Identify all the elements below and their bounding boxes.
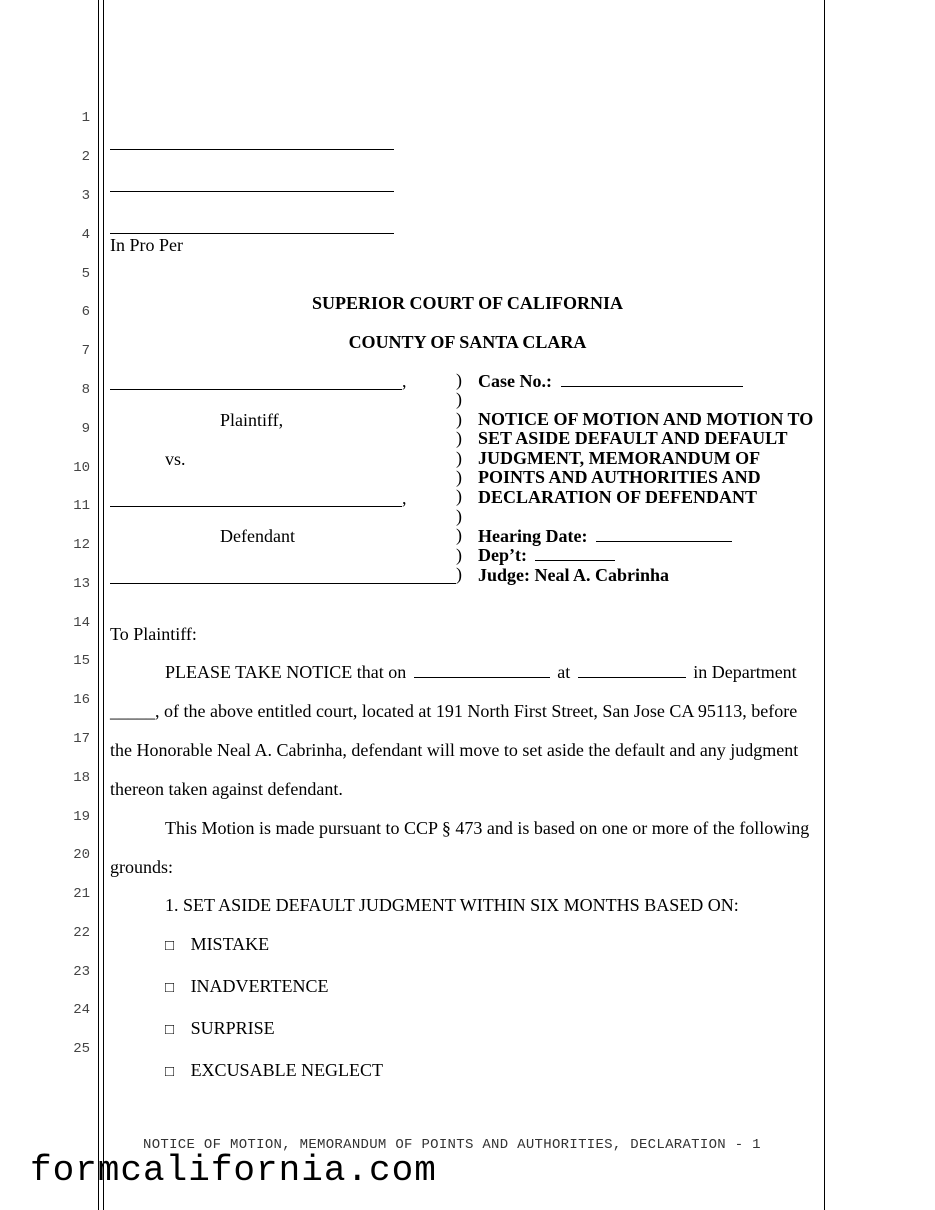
dept-label: Dep’t:	[478, 545, 527, 565]
caption-bottom-rule	[110, 583, 456, 584]
plaintiff-comma: ,	[402, 371, 407, 391]
hearing-date-label: Hearing Date:	[478, 526, 588, 546]
line-number: 7	[81, 343, 90, 359]
line-number: 1	[81, 110, 90, 126]
hearing-date-body-blank[interactable]	[414, 663, 550, 678]
notice-line-1	[165, 662, 797, 682]
notice-line-3: the Honorable Neal A. Cabrinha, defendant will move to set aside the default and any judgment	[110, 740, 799, 760]
line-number: 8	[81, 382, 90, 398]
name-blank-line[interactable]	[110, 149, 394, 150]
left-margin-line-inner	[103, 0, 104, 1210]
address-blank-line[interactable]	[110, 191, 394, 192]
case-number-field	[478, 371, 743, 391]
line-number: 13	[73, 576, 90, 592]
line-number: 22	[73, 925, 90, 941]
motion-title-line: JUDGMENT, MEMORANDUM OF	[478, 447, 761, 468]
caption-parentheses: ) ) ) ) ) ) ) ) ) ) )	[456, 370, 462, 585]
line-number: 11	[73, 498, 90, 514]
line-number: 15	[73, 653, 90, 669]
left-margin-line-outer	[98, 0, 99, 1210]
line-number: 21	[73, 886, 90, 902]
checkbox-icon[interactable]: □	[165, 1064, 175, 1080]
checkbox-icon[interactable]: □	[165, 980, 175, 996]
option-label: SURPRISE	[190, 1018, 275, 1038]
line-number: 23	[73, 964, 90, 980]
motion-title-line: POINTS AND AUTHORITIES AND	[478, 467, 761, 488]
option-label: EXCUSABLE NEGLECT	[190, 1060, 384, 1080]
motion-title-line: DECLARATION OF DEFENDANT	[478, 486, 758, 507]
option-label: INADVERTENCE	[190, 976, 329, 996]
line-number: 16	[73, 692, 90, 708]
notice-line-2: _____, of the above entitled court, located at 191 North First Street, San Jose CA 95113, before	[110, 701, 798, 721]
option-mistake[interactable]	[165, 934, 269, 956]
line-number: 5	[81, 266, 90, 282]
line-number: 10	[73, 460, 90, 476]
line-number: 19	[73, 809, 90, 825]
line-number: 24	[73, 1002, 90, 1018]
plaintiff-label: Plaintiff,	[220, 410, 284, 430]
plaintiff-name-blank[interactable]	[110, 389, 402, 390]
defendant-label: Defendant	[220, 526, 295, 546]
line-number: 14	[73, 615, 90, 631]
line-number: 18	[73, 770, 90, 786]
motion-title	[478, 410, 813, 507]
salutation: To Plaintiff:	[110, 624, 197, 644]
option-excusable-neglect[interactable]	[165, 1060, 383, 1082]
checkbox-icon[interactable]: □	[165, 1022, 175, 1038]
grounds-line-2: grounds:	[110, 857, 173, 877]
option-label: MISTAKE	[190, 934, 270, 954]
line-number: 20	[73, 847, 90, 863]
court-title: SUPERIOR COURT OF CALIFORNIA	[312, 293, 623, 313]
line-number: 3	[81, 188, 90, 204]
hearing-time-blank[interactable]	[578, 663, 686, 678]
case-number-blank[interactable]	[561, 372, 743, 387]
hearing-date-blank[interactable]	[596, 527, 732, 542]
watermark: formcalifornia.com	[30, 1150, 437, 1191]
county-title: COUNTY OF SANTA CLARA	[348, 332, 587, 352]
in-pro-per-label: In Pro Per	[110, 235, 183, 255]
motion-title-line: SET ASIDE DEFAULT AND DEFAULT	[478, 428, 788, 449]
line-number: 9	[81, 421, 90, 437]
right-margin-line	[824, 0, 825, 1210]
case-number-label: Case No.:	[478, 371, 552, 391]
line-number: 2	[81, 149, 90, 165]
notice-line-4: thereon taken against defendant.	[110, 779, 343, 799]
line-number: 6	[81, 304, 90, 320]
grounds-line-1: This Motion is made pursuant to CCP § 473 and is based on one or more of the following	[165, 818, 810, 838]
line-number: 17	[73, 731, 90, 747]
notice-dept: in Department	[693, 662, 797, 682]
page-footer: NOTICE OF MOTION, MEMORANDUM OF POINTS AND AUTHORITIES, DECLARATION - 1	[143, 1137, 761, 1153]
judge-name: Judge: Neal A. Cabrinha	[478, 565, 670, 585]
defendant-comma: ,	[402, 488, 407, 508]
line-number: 4	[81, 227, 90, 243]
hearing-date-field	[478, 526, 732, 546]
phone-blank-line[interactable]	[110, 233, 394, 234]
checkbox-icon[interactable]: □	[165, 938, 175, 954]
option-inadvertence[interactable]	[165, 976, 328, 998]
option-surprise[interactable]	[165, 1018, 275, 1040]
line-number: 12	[73, 537, 90, 553]
dept-blank[interactable]	[535, 546, 615, 561]
notice-text: PLEASE TAKE NOTICE that on	[165, 662, 407, 682]
line-number: 25	[73, 1041, 90, 1057]
notice-at: at	[557, 662, 571, 682]
defendant-name-blank[interactable]	[110, 506, 402, 507]
item-1-heading: 1. SET ASIDE DEFAULT JUDGMENT WITHIN SIX MONTHS BASED ON:	[165, 895, 739, 915]
dept-field	[478, 545, 615, 565]
vs-label: vs.	[165, 449, 186, 469]
motion-title-line: NOTICE OF MOTION AND MOTION TO	[478, 409, 814, 429]
